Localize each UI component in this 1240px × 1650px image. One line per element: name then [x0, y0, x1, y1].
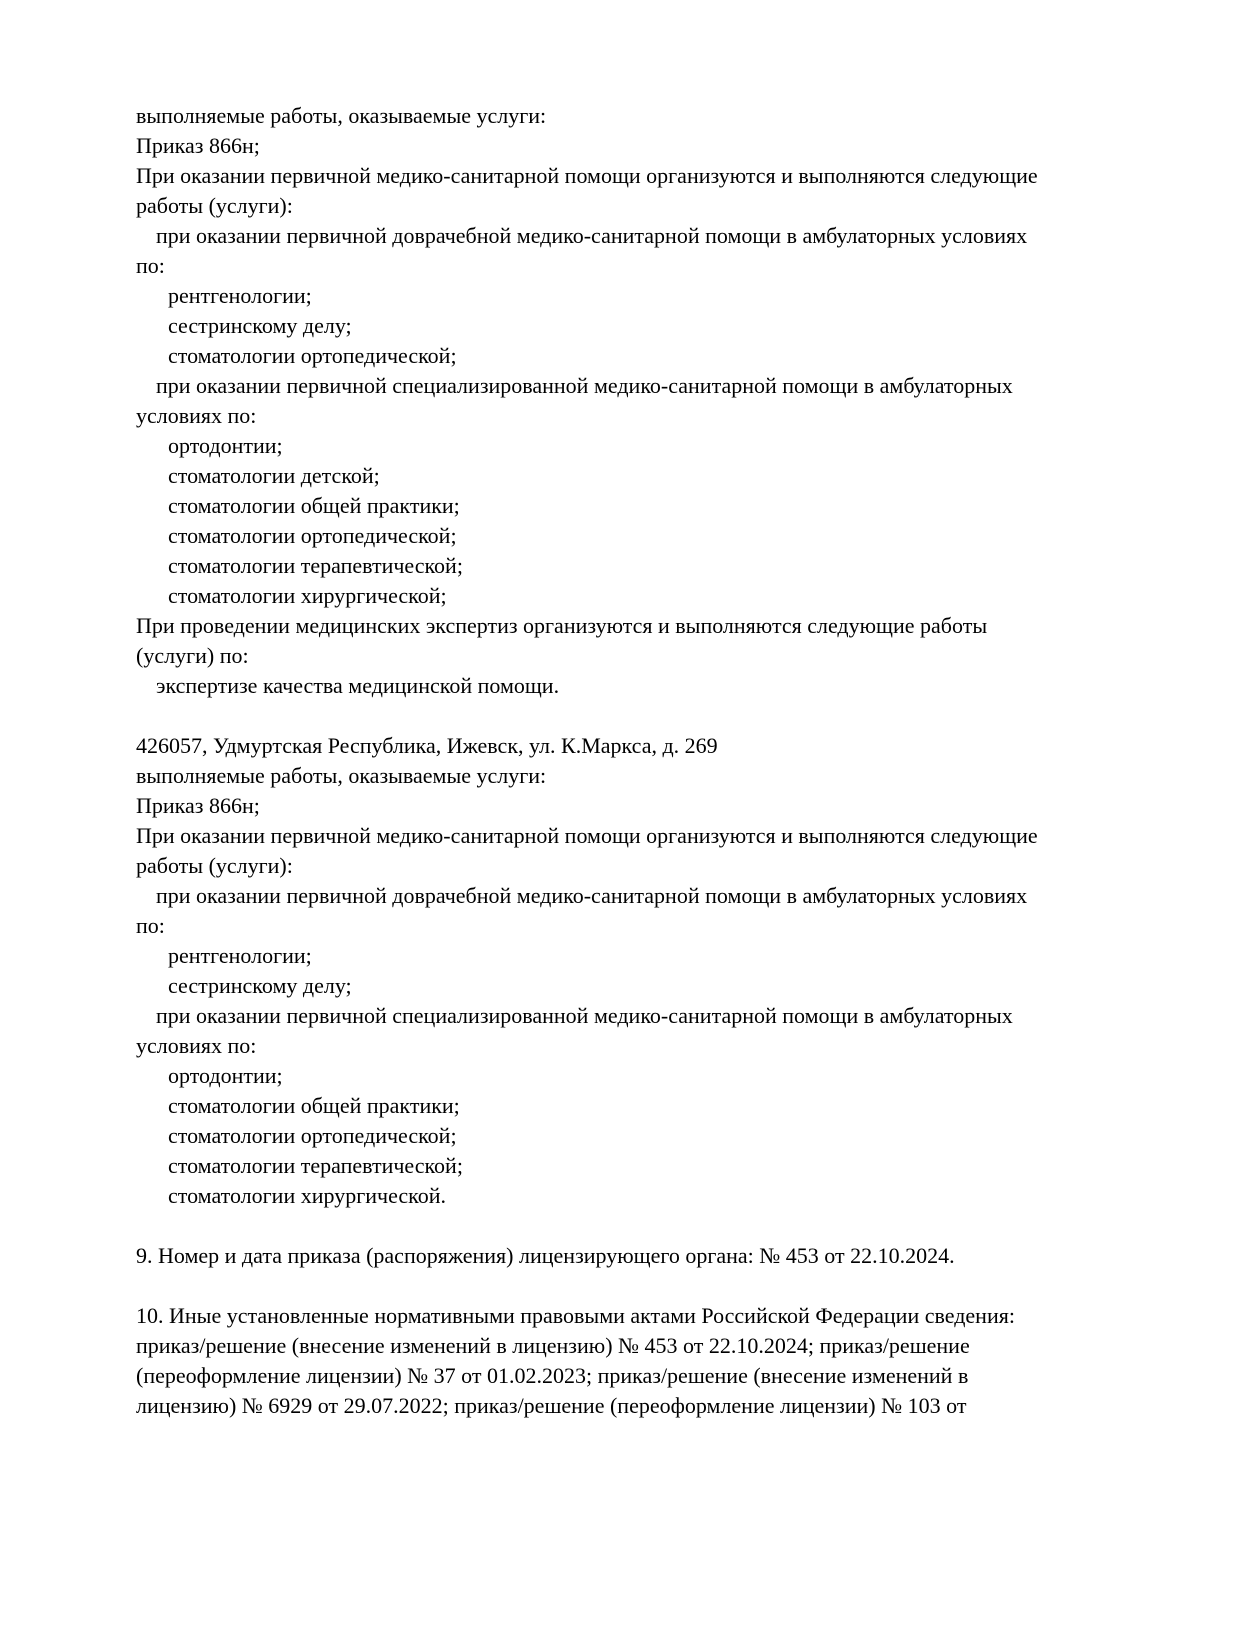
text-line: ортодонтии; — [168, 433, 283, 458]
text-line: 10. Иные установленные нормативными правовыми актами Российской Федерации сведения: — [136, 1303, 1015, 1328]
text-line: при оказании первичной доврачебной медико-санитарной помощи в амбулаторных условиях — [156, 883, 1028, 908]
text-line: по: — [136, 913, 165, 938]
text-line: сестринскому делу; — [168, 313, 352, 338]
text-line: по: — [136, 253, 165, 278]
text-line: стоматологии ортопедической; — [168, 1123, 457, 1148]
text-line: При проведении медицинских экспертиз организуются и выполняются следующие работы — [136, 613, 988, 638]
text-line: приказ/решение (внесение изменений в лицензию) № 453 от 22.10.2024; приказ/решение — [136, 1333, 970, 1358]
text-line: выполняемые работы, оказываемые услуги: — [136, 103, 547, 128]
text-line: работы (услуги): — [136, 853, 293, 878]
text-line: при оказании первичной специализированной медико-санитарной помощи в амбулаторных — [156, 1003, 1013, 1028]
text-line: стоматологии общей практики; — [168, 1093, 460, 1118]
text-line: рентгенологии; — [168, 283, 312, 308]
text-line: экспертизе качества медицинской помощи. — [156, 673, 560, 698]
text-line: стоматологии детской; — [168, 463, 380, 488]
section-item-10 — [136, 1301, 1130, 1421]
text-line: выполняемые работы, оказываемые услуги: — [136, 763, 547, 788]
text-line: При оказании первичной медико-санитарной помощи организуются и выполняются следующие — [136, 823, 1038, 848]
text-line: условиях по: — [136, 1033, 257, 1058]
text-line: (переоформление лицензии) № 37 от 01.02.2023; приказ/решение (внесение изменений в — [136, 1363, 969, 1388]
text-line: при оказании первичной доврачебной медико-санитарной помощи в амбулаторных условиях — [156, 223, 1028, 248]
text-line: стоматологии ортопедической; — [168, 343, 457, 368]
text-line: лицензию) № 6929 от 29.07.2022; приказ/решение (переоформление лицензии) № 103 от — [136, 1393, 967, 1418]
text-line: стоматологии ортопедической; — [168, 523, 457, 548]
text-line: (услуги) по: — [136, 643, 249, 668]
text-line: стоматологии хирургической; — [168, 583, 447, 608]
text-line: стоматологии хирургической. — [168, 1183, 446, 1208]
section-item-9 — [136, 1241, 1130, 1271]
text-line: стоматологии терапевтической; — [168, 553, 463, 578]
section-services-address-1 — [136, 101, 1130, 701]
text-line: Приказ 866н; — [136, 133, 260, 158]
text-line: Приказ 866н; — [136, 793, 260, 818]
text-line: стоматологии терапевтической; — [168, 1153, 463, 1178]
text-line: сестринскому делу; — [168, 973, 352, 998]
text-line: работы (услуги): — [136, 193, 293, 218]
text-line: ортодонтии; — [168, 1063, 283, 1088]
text-line: При оказании первичной медико-санитарной помощи организуются и выполняются следующие — [136, 163, 1038, 188]
text-line: 426057, Удмуртская Республика, Ижевск, ул. К.Маркса, д. 269 — [136, 733, 718, 758]
section-services-address-2 — [136, 731, 1130, 1211]
text-line: 9. Номер и дата приказа (распоряжения) лицензирующего органа: № 453 от 22.10.2024. — [136, 1243, 955, 1268]
text-line: рентгенологии; — [168, 943, 312, 968]
document-body — [136, 101, 1130, 1421]
text-line: при оказании первичной специализированной медико-санитарной помощи в амбулаторных — [156, 373, 1013, 398]
text-line: стоматологии общей практики; — [168, 493, 460, 518]
text-line: условиях по: — [136, 403, 257, 428]
